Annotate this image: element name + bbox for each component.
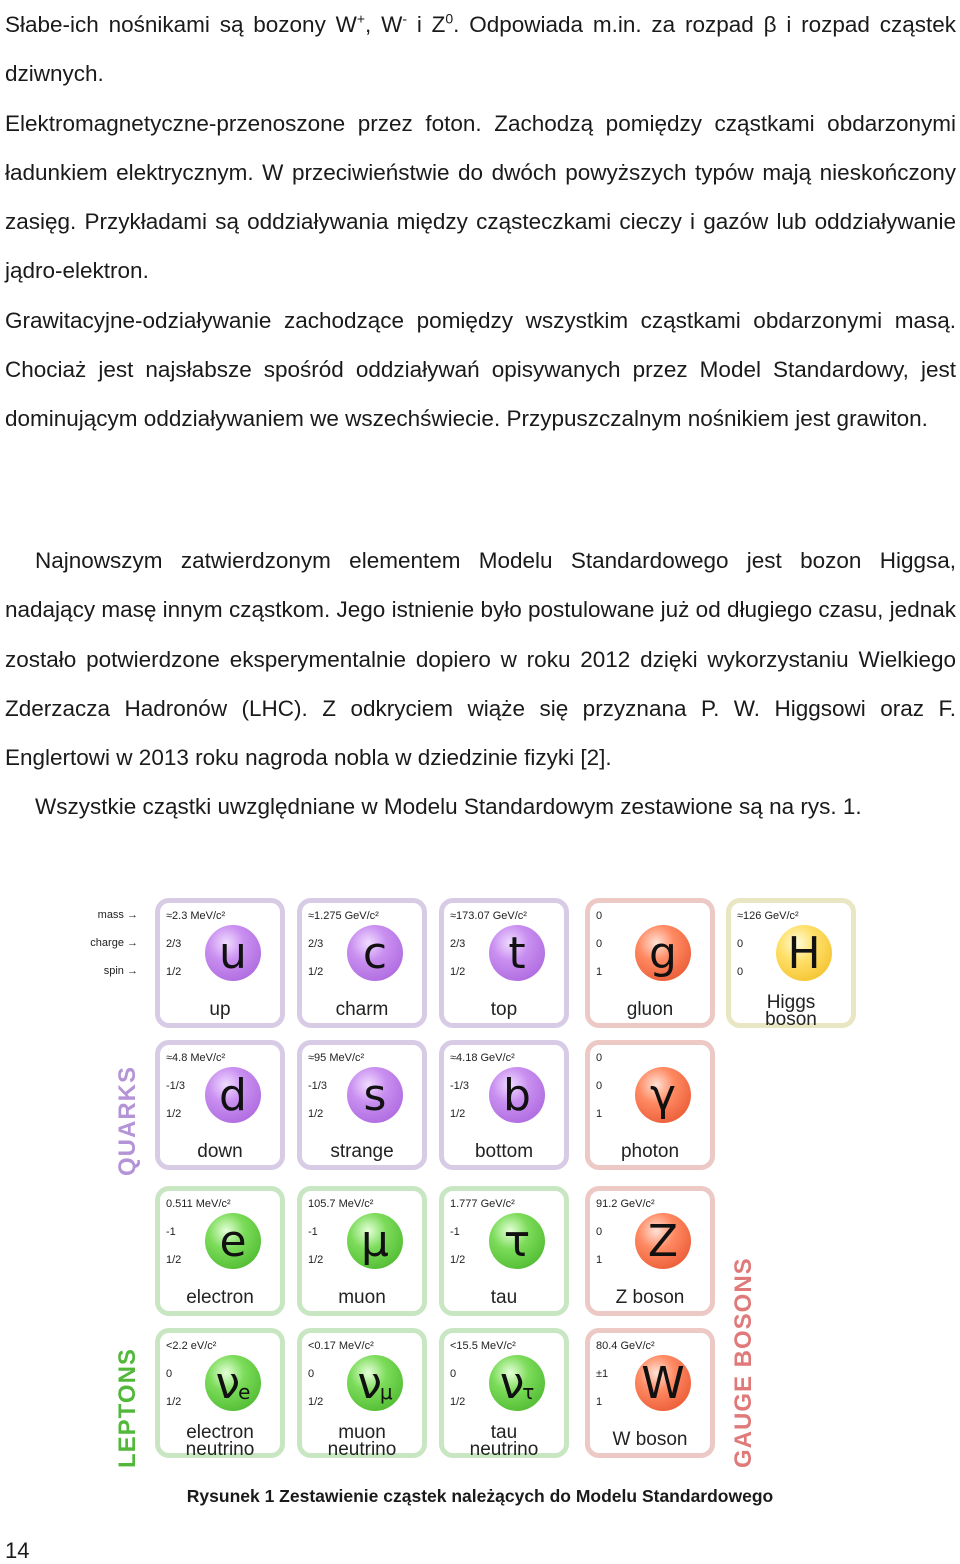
text-block-bottom [5, 536, 956, 832]
text-block-top [5, 0, 956, 444]
particle-mass: <2.2 eV/c² [166, 1340, 217, 1352]
particle-name: up [209, 999, 231, 1020]
particle-name: muon [338, 1287, 386, 1308]
particle-spin: 1/2 [166, 1254, 182, 1266]
particle-name: charm [335, 999, 389, 1020]
page-number: 14 [5, 1538, 30, 1563]
particle-spin: 1/2 [308, 966, 324, 978]
particle-symbol: H [776, 925, 832, 981]
particle-symbol: c [347, 925, 403, 981]
particle-charge: ±1 [596, 1368, 609, 1380]
figure-caption: Rysunek 1 Zestawienie cząstek należących do Modelu Standardowego [186, 1486, 774, 1506]
particle-card-strange [297, 1040, 427, 1170]
particle-spin: 1/2 [308, 1108, 324, 1120]
particle-charge: -1/3 [450, 1080, 469, 1092]
particle-charge: 2/3 [308, 938, 324, 950]
particle-charge: -1/3 [308, 1080, 327, 1092]
particle-charge: -1 [166, 1226, 176, 1238]
paragraph-gravity: Grawitacyjne-odziaływanie zachodzące pomiędzy wszystkim cząstkami obdarzonymi masą. Chociaż jest najsłabsze spośród oddziaływań opisywanych przez Model Standardowy, jest dominującym oddziaływaniem we wszechświecie. Przypuszczalnym nośnikiem jest grawiton. [5, 307, 956, 432]
gauge-bosons-label: GAUGE BOSONS [730, 1257, 757, 1468]
particle-spin: 1/2 [166, 1108, 182, 1120]
particle-name: tau [490, 1287, 518, 1308]
particle-mass: ≈2.3 MeV/c² [166, 910, 226, 922]
particle-mass: ≈173.07 GeV/c² [450, 910, 527, 922]
particle-card-muon [297, 1186, 427, 1316]
particle-name: W boson [612, 1429, 688, 1450]
particle-card-gluon [585, 898, 715, 1028]
particle-name: top [490, 999, 518, 1020]
paragraph-weak: Słabe-ich nośnikami są bozony W+, W- i $Z^0$. Odpowiada m.in. za rozpad β i rozpad cząstek dziwnych. [5, 10, 956, 87]
particle-mass: ≈95 MeV/c² [308, 1052, 365, 1064]
particle-card-w-boson [585, 1328, 715, 1458]
particle-name: tau neutrino [469, 1422, 539, 1460]
particle-name: photon [620, 1141, 680, 1162]
particle-charge: -1 [308, 1226, 318, 1238]
particle-spin: 1/2 [308, 1396, 324, 1408]
paragraph-figure-reference: Wszystkie cząstki uwzględniane w Modelu Standardowym zestawione są na rys. 1. [35, 794, 862, 820]
particle-charge: 0 [596, 1080, 603, 1092]
particle-spin: 1 [596, 1396, 603, 1408]
particle-symbol: ν e [205, 1355, 261, 1411]
particle-card-bottom [439, 1040, 569, 1170]
particle-symbol: b [489, 1067, 545, 1123]
particle-spin: 1/2 [450, 1254, 466, 1266]
particle-symbol: τ [489, 1213, 545, 1269]
particle-mass: 0 [596, 1052, 603, 1064]
particle-mass: 1.777 GeV/c² [450, 1198, 515, 1210]
particle-symbol: ν τ [489, 1355, 545, 1411]
particle-mass: <15.5 MeV/c² [450, 1340, 516, 1352]
particle-mass: 80.4 GeV/c² [596, 1340, 655, 1352]
particle-spin: 1/2 [166, 966, 182, 978]
legend-spin: spin → [103, 965, 138, 977]
particle-name: electron neutrino [185, 1422, 255, 1460]
particle-charge: -1/3 [166, 1080, 185, 1092]
particle-charge: -1 [450, 1226, 460, 1238]
particle-mass: ≈4.18 GeV/c² [450, 1052, 515, 1064]
particle-symbol: e [205, 1213, 261, 1269]
particle-card-tau-neutrino [439, 1328, 569, 1458]
particle-symbol: γ [635, 1067, 691, 1123]
particle-mass: <0.17 MeV/c² [308, 1340, 374, 1352]
particle-mass: 91.2 GeV/c² [596, 1198, 655, 1210]
particle-charge: 0 [737, 938, 744, 950]
particle-charge: 0 [450, 1368, 457, 1380]
particle-charge: 2/3 [166, 938, 182, 950]
standard-model-figure [90, 890, 870, 1480]
particle-card-higgs-boson [726, 898, 856, 1028]
particle-name: electron [186, 1287, 254, 1308]
particle-card-down [155, 1040, 285, 1170]
particle-charge: 0 [166, 1368, 173, 1380]
particle-name: bottom [474, 1141, 534, 1162]
particle-spin: 1 [596, 966, 603, 978]
particle-spin: 1/2 [308, 1254, 324, 1266]
particle-symbol: s [347, 1067, 403, 1123]
particle-spin: 1 [596, 1108, 603, 1120]
particle-card-muon-neutrino [297, 1328, 427, 1458]
particle-card-electron [155, 1186, 285, 1316]
particle-symbol: μ [347, 1213, 403, 1269]
legend-charge: charge → [90, 937, 138, 949]
particle-name: Higgs boson [765, 992, 817, 1030]
particle-symbol: g [635, 925, 691, 981]
particle-name: muon neutrino [327, 1422, 397, 1460]
particle-spin: 1/2 [450, 1396, 466, 1408]
particle-mass: 0 [596, 910, 603, 922]
particle-spin: 1/2 [450, 966, 466, 978]
particle-card-z-boson [585, 1186, 715, 1316]
leptons-label: LEPTONS [114, 1348, 141, 1468]
particle-charge: 0 [596, 938, 603, 950]
particle-spin: 1 [596, 1254, 603, 1266]
particle-symbol: Z [635, 1213, 691, 1269]
particle-charge: 0 [596, 1226, 603, 1238]
particle-card-photon [585, 1040, 715, 1170]
particle-symbol: d [205, 1067, 261, 1123]
particle-mass: 0.511 MeV/c² [166, 1198, 231, 1210]
paragraph-electromagnetic: Elektromagnetyczne-przenoszone przez foton. Zachodzą pomiędzy cząstkami obdarzonymi ładunkiem elektrycznym. W przeciwieństwie do dwóch powyższych typów mają nieskończony zasięg. Przykładami są oddziaływania między cząsteczkami cieczy i gazów lub oddziaływanie jądro-elektron. [5, 110, 956, 284]
particle-mass: ≈4.8 MeV/c² [166, 1052, 226, 1064]
particle-spin: 1/2 [450, 1108, 466, 1120]
particle-card-charm [297, 898, 427, 1028]
particle-name: gluon [626, 999, 674, 1020]
particle-mass: ≈1.275 GeV/c² [308, 910, 379, 922]
particle-card-up [155, 898, 285, 1028]
particle-symbol: t [489, 925, 545, 981]
particle-symbol: u [205, 925, 261, 981]
quarks-label: QUARKS [114, 1065, 141, 1176]
particle-card-tau [439, 1186, 569, 1316]
particle-spin: 0 [737, 966, 744, 978]
particle-symbol: W [635, 1355, 691, 1411]
particle-mass: ≈126 GeV/c² [737, 910, 799, 922]
particle-name: Z boson [615, 1287, 685, 1308]
particle-card-top [439, 898, 569, 1028]
particle-mass: 105.7 MeV/c² [308, 1198, 374, 1210]
particle-name: down [197, 1141, 243, 1162]
particle-symbol: ν μ [347, 1355, 403, 1411]
legend-mass: mass → [97, 909, 138, 921]
particle-charge: 2/3 [450, 938, 466, 950]
particle-card-electron-neutrino [155, 1328, 285, 1458]
particle-name: strange [330, 1141, 394, 1162]
paragraph-higgs: Najnowszym zatwierdzonym elementem Modelu Standardowego jest bozon Higgsa, nadający masę innym cząstkom. Jego istnienie było postulowane już od długiego czasu, jednak zostało potwierdzone eksperymentalnie dopiero w roku 2012 dzięki wykorzystaniu Wielkiego Zderzacza Hadronów (LHC). Z odkryciem wiąże się przyznana P. W. Higgsowi oraz F. Englertowi w 2013 roku nagroda nobla w dziedzinie fizyki [2]. [5, 548, 956, 771]
particle-charge: 0 [308, 1368, 315, 1380]
particle-spin: 1/2 [166, 1396, 182, 1408]
